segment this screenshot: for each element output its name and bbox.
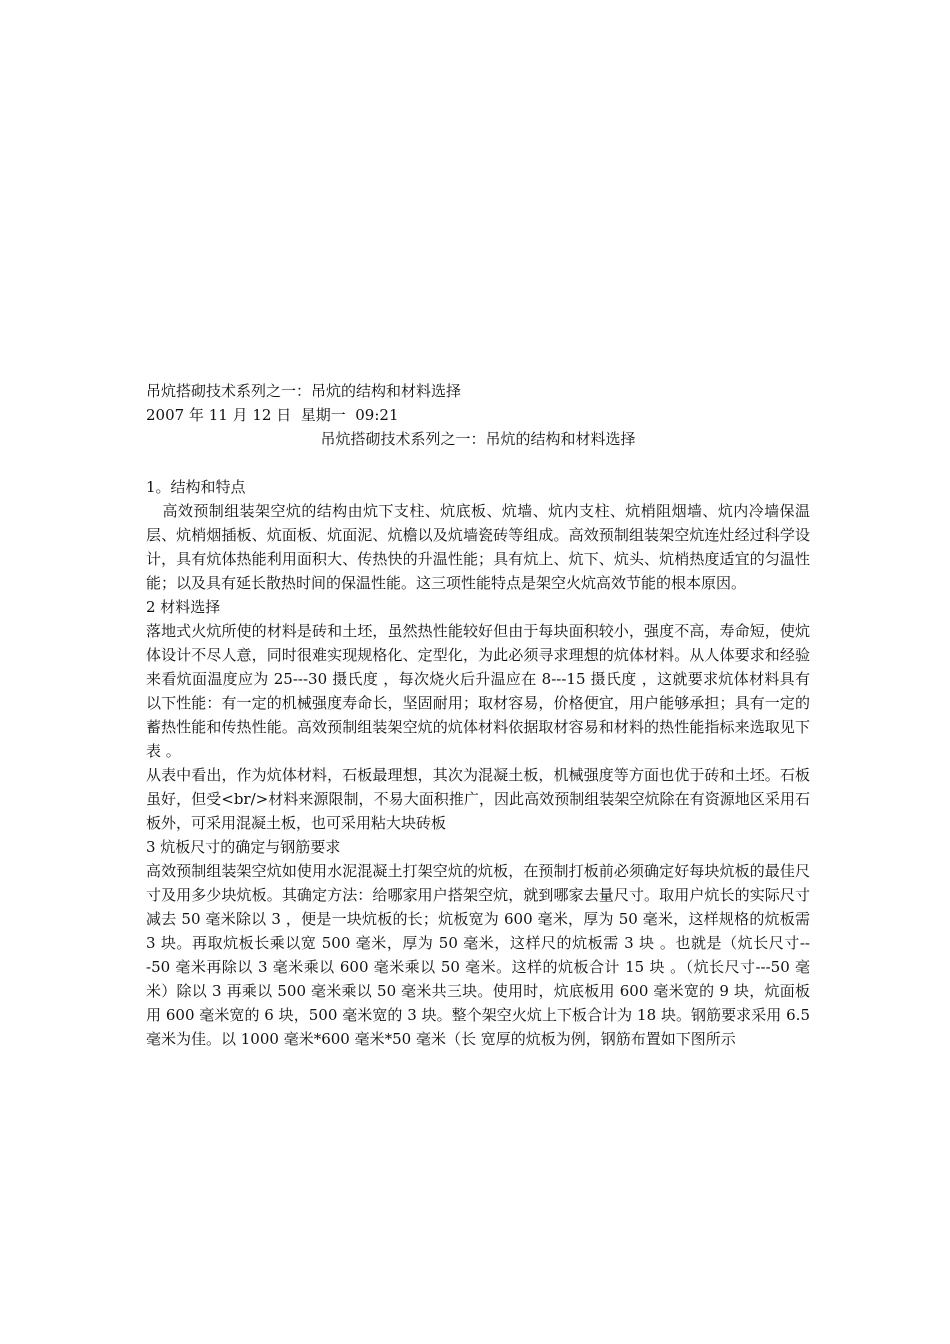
header-date: 2007 年 11 月 12 日 星期一 09:21 [146, 406, 399, 424]
section-3-paragraph: 高效预制组装架空炕如使用水泥混凝土打架空炕的炕板，在预制打板前必须确定好每块炕板的最佳尺寸及用多少块炕板。其确定方法：给哪家用户搭架空炕，就到哪家去量尺寸。取用户炕长的实际尺寸减去 50 毫米除以 3 ，便是一块炕板的长；炕板宽为 600 毫米，厚为 50 毫米，这样规格的炕板需 3 块。再取炕板长乘以宽 500 毫米，厚为 50 毫米，这样尺的炕板需 3 块 。也就是（炕长尺寸---50 毫米再除以 3 毫米乘以 600 毫米乘以 50 毫米。这样的炕板合计 15 块 。（炕长尺寸---50 毫米）除以 3 再乘以 500 毫米乘以 50 毫米共三块。使用时，炕底板用 600 毫米宽的 9 块，炕面板用 600 毫米宽的 6 块，500 毫米宽的 3 块。整个架空火炕上下板合计为 18 块。钢筋要求采用 6.5 毫米为佳。以 1000 毫米*600 毫米*50 毫米（长 宽厚的炕板为例，钢筋布置如下图所示 [146, 862, 810, 1048]
document-page [146, 379, 810, 1051]
header-title: 吊炕搭砌技术系列之一：吊炕的结构和材料选择 [146, 382, 462, 400]
section-3-heading: 3 炕板尺寸的确定与钢筋要求 [146, 838, 341, 856]
section-2-paragraph-2: 从表中看出，作为炕体材料，石板最理想，其次为混凝土板，机械强度等方面也优于砖和土坯。石板虽好，但受<br/>材料来源限制，不易大面积推广，因此高效预制组装架空炕除在有资源地区采用石板外，可采用混凝土板，也可采用粘大块砖板 [146, 766, 810, 832]
section-1-heading: 1。结构和特点 [146, 478, 246, 496]
section-1-paragraph: 高效预制组装架空炕的结构由炕下支柱、炕底板、炕墙、炕内支柱、炕梢阻烟墙、炕内冷墙保温层、炕梢烟插板、炕面板、炕面泥、炕檐以及炕墙瓷砖等组成。高效预制组装架空炕连灶经过科学设计，具有炕体热能利用面积大、传热快的升温性能；具有炕上、炕下、炕头、炕梢热度适宜的匀温性能；以及具有延长散热时间的保温性能。这三项性能特点是架空火炕高效节能的根本原因。 [146, 502, 810, 592]
article-title: 吊炕搭砌技术系列之一：吊炕的结构和材料选择 [320, 430, 636, 448]
section-2-paragraph-1: 落地式火炕所使的材料是砖和土坯，虽然热性能较好但由于每块面积较小，强度不高，寿命短，使炕体设计不尽人意，同时很难实现规格化、定型化，为此必须寻求理想的炕体材料。从人体要求和经验来看炕面温度应为 25---30 摄氏度 ，每次烧火后升温应在 8---15 摄氏度 ，这就要求炕体材料具有以下性能：有一定的机械强度寿命长，坚固耐用；取材容易，价格便宜，用户能够承担；具有一定的蓄热性能和传热性能。高效预制组装架空炕的炕体材料依据取材容易和材料的热性能指标来选取见下表 。 [146, 622, 810, 760]
blank-line [146, 451, 810, 475]
section-2-heading: 2 材料选择 [146, 598, 221, 616]
